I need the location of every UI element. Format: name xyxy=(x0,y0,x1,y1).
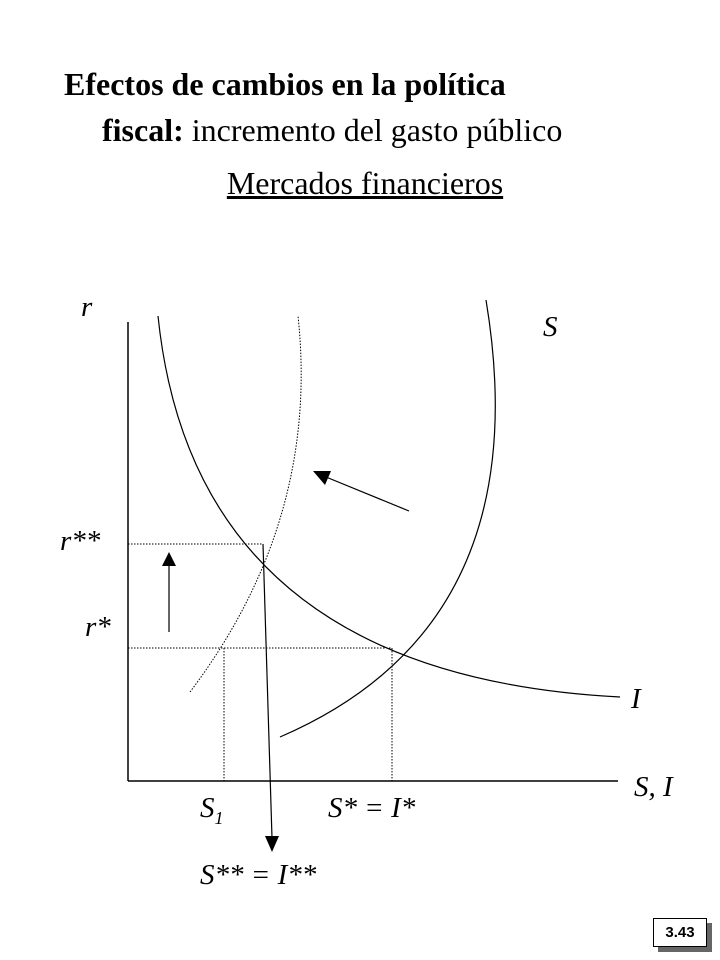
arrow-down-line xyxy=(263,544,272,838)
title-line-1: Efectos de cambios en la política xyxy=(64,66,506,102)
investment-curve xyxy=(158,316,620,697)
r-double-star-label: r** xyxy=(60,525,101,557)
title-line-2-rest: incremento del gasto público xyxy=(183,112,563,148)
savings-curve-shifted xyxy=(190,316,301,692)
title-line-2-bold: fiscal: xyxy=(102,112,184,148)
arrow-down-head-icon xyxy=(265,836,279,852)
x-axis-label: S, I xyxy=(634,771,673,803)
equilibrium-double-star-label: S** = I** xyxy=(200,859,317,891)
r-star-label: r* xyxy=(85,611,111,643)
slide-number-badge xyxy=(653,918,711,951)
s1-label-base: S xyxy=(200,792,215,824)
equilibrium-star-label: S* = I* xyxy=(328,792,416,824)
subtitle: Mercados financieros xyxy=(226,165,504,201)
slide-number: 3.43 xyxy=(653,918,707,947)
s1-label-sub: 1 xyxy=(214,808,224,828)
s1-label xyxy=(200,792,224,828)
savings-curve xyxy=(280,300,495,737)
curve-s-label: S xyxy=(543,311,558,343)
y-axis-label: r xyxy=(81,291,93,323)
shift-arrow-line xyxy=(326,477,409,511)
arrow-up-head-icon xyxy=(162,552,176,566)
curve-i-label: I xyxy=(631,683,641,715)
